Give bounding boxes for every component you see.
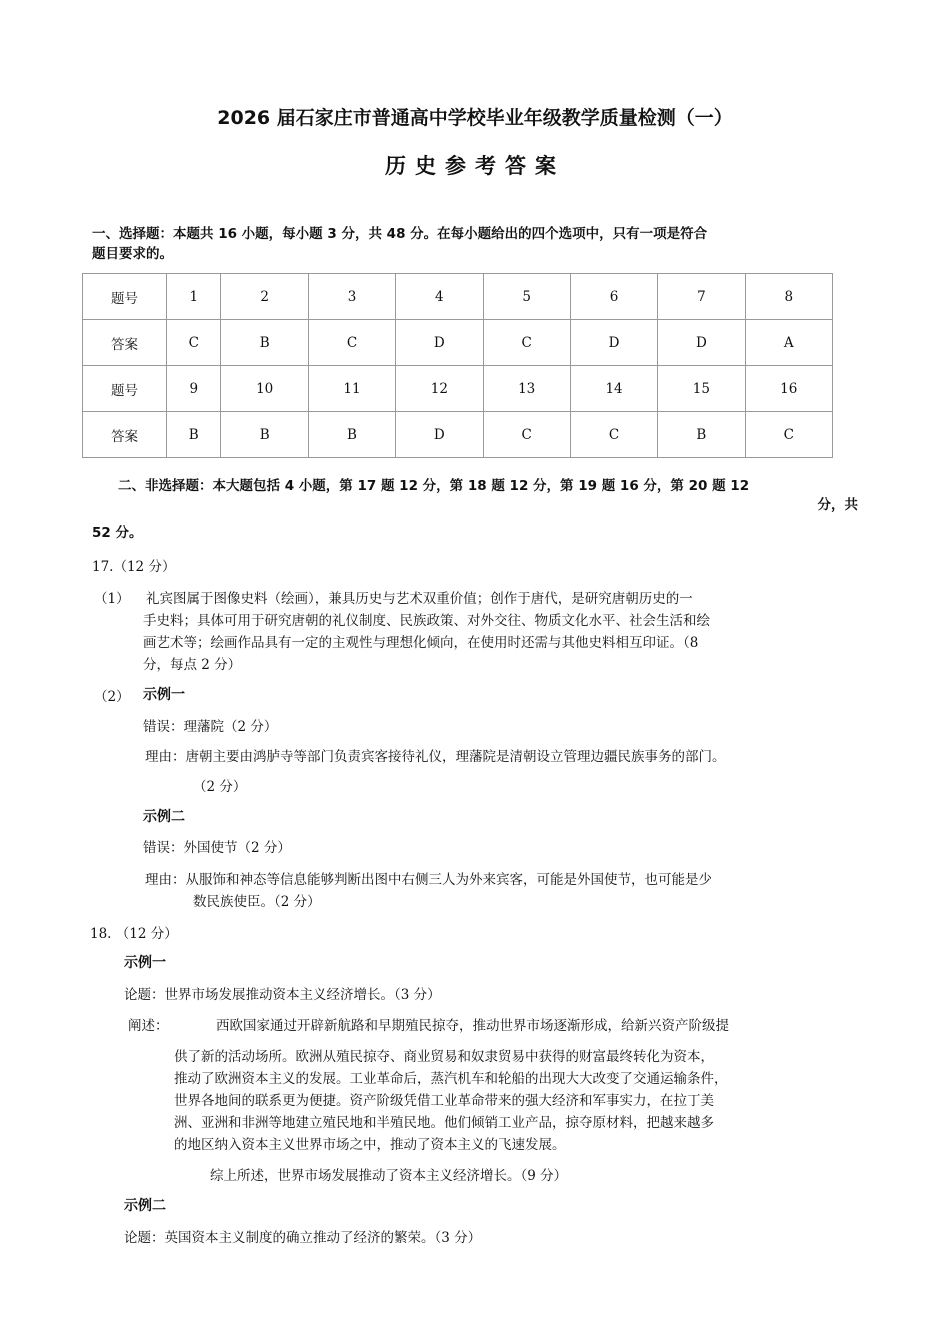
q17-part2-number: （2） [94,689,130,705]
document-title: 2026 届石家庄市普通高中学校毕业年级教学质量检测（一） [217,107,733,129]
answer-cell: B [308,412,395,458]
q17-example1-title: 示例一 [143,687,185,703]
question-number: 3 [308,274,395,320]
section2-heading-line1: 二、非选择题：本大题包括 4 小题，第 17 题 12 分，第 18 题 12 分，第 19 题 16 分，第 20 题 12 [118,478,750,494]
answer-cell: D [570,320,657,366]
answer-cell: B [221,320,308,366]
answer-cell: C [483,320,570,366]
q17-example1-error: 错误：理藩院（2 分） [143,719,278,735]
answer-cell: B [221,412,308,458]
question-number: 14 [570,366,657,412]
section1-heading-line2: 题目要求的。 [92,246,173,262]
q18-example1-title: 示例一 [124,955,166,971]
q18-example1-line: 洲、亚洲和非洲等地建立殖民地和半殖民地。他们倾销工业产品，掠夺原材料，把越来越多 [174,1115,714,1131]
answer-cell: C [308,320,395,366]
section2-heading-line1-wrap: 分，共 [817,497,858,513]
q17-example2-reason: 理由：从服饰和神态等信息能够判断出图中右侧三人为外来宾客，可能是外国使节，也可能是少 [145,872,712,888]
q18-example2-thesis: 论题：英国资本主义制度的确立推动了经济的繁荣。（3 分） [124,1230,482,1246]
row-label-answer: 答案 [83,412,167,458]
question-number: 11 [308,366,395,412]
q18-example1-line: 推动了欧洲资本主义的发展。工业革命后，蒸汽机车和轮船的出现大大改变了交通运输条件， [174,1071,728,1087]
question-number: 7 [658,274,745,320]
section2-heading-line2: 52 分。 [92,525,143,541]
answer-cell: C [483,412,570,458]
q18-example1-summary: 综上所述，世界市场发展推动了资本主义经济增长。（9 分） [210,1168,568,1184]
q17-example2-reason-cont: 数民族使臣。（2 分） [193,894,321,910]
question-number: 13 [483,366,570,412]
q17-part1-line: 手史料；具体可用于研究唐朝的礼仪制度、民族政策、对外交往、物质文化水平、社会生活和绘 [143,613,710,629]
document-subtitle: 历史参考答案 [385,154,565,178]
answer-cell: D [396,412,483,458]
q17-part1-line: 礼宾图属于图像史料（绘画），兼具历史与艺术双重价值；创作于唐代，是研究唐朝历史的一 [146,591,693,607]
q17-example1-reason: 理由：唐朝主要由鸿胪寺等部门负责宾客接待礼仪，理藩院是清朝设立管理边疆民族事务的部门。 [145,749,726,765]
section1-heading-line1: 一、选择题：本题共 16 小题，每小题 3 分，共 48 分。在每小题给出的四个选项中，只有一项是符合 [92,226,708,242]
q18-example1-line: 供了新的活动场所。欧洲从殖民掠夺、商业贸易和奴隶贸易中获得的财富最终转化为资本， [174,1049,714,1065]
answer-cell: C [570,412,657,458]
question-number: 5 [483,274,570,320]
q18-example1-line: 的地区纳入资本主义世界市场之中，推动了资本主义的飞速发展。 [174,1137,566,1153]
q18-example1-line: 西欧国家通过开辟新航路和早期殖民掠夺，推动世界市场逐渐形成，给新兴资产阶级提 [216,1018,729,1034]
question-number: 10 [221,366,308,412]
row-label-answer: 答案 [83,320,167,366]
answer-cell: C [167,320,221,366]
question-number: 4 [396,274,483,320]
answer-cell: B [658,412,745,458]
q17-example1-reason-score: （2 分） [193,779,247,795]
table-row [83,412,833,458]
question-number: 6 [570,274,657,320]
answer-cell: C [745,412,832,458]
q18-example1-label: 阐述： [128,1018,169,1034]
question-number: 1 [167,274,221,320]
question-number: 9 [167,366,221,412]
q18-example1-thesis: 论题：世界市场发展推动资本主义经济增长。（3 分） [124,987,441,1003]
q17-example2-title: 示例二 [143,809,185,825]
q18-example2-title: 示例二 [124,1198,166,1214]
q17-part1-number: （1） [94,591,130,607]
question-number: 15 [658,366,745,412]
answer-cell: D [396,320,483,366]
q18-example1-line: 世界各地间的联系更为便捷。资产阶级凭借工业革命带来的强大经济和军事实力，在拉丁美 [174,1093,714,1109]
q18-heading: 18. （12 分） [90,926,178,942]
answer-cell: A [745,320,832,366]
question-number: 2 [221,274,308,320]
answer-cell: B [167,412,221,458]
question-number: 12 [396,366,483,412]
q17-part1-line: 画艺术等；绘画作品具有一定的主观性与理想化倾向，在使用时还需与其他史料相互印证。（8 [143,635,699,651]
question-number: 16 [745,366,832,412]
q17-part1-line: 分，每点 2 分） [143,657,242,673]
answer-table [82,273,833,458]
q17-example2-error: 错误：外国使节（2 分） [143,840,291,856]
row-label-question: 题号 [83,274,167,320]
table-row [83,274,833,320]
row-label-question: 题号 [83,366,167,412]
table-row [83,320,833,366]
question-number: 8 [745,274,832,320]
answer-cell: D [658,320,745,366]
q17-heading: 17.（12 分） [92,559,176,575]
table-row [83,366,833,412]
